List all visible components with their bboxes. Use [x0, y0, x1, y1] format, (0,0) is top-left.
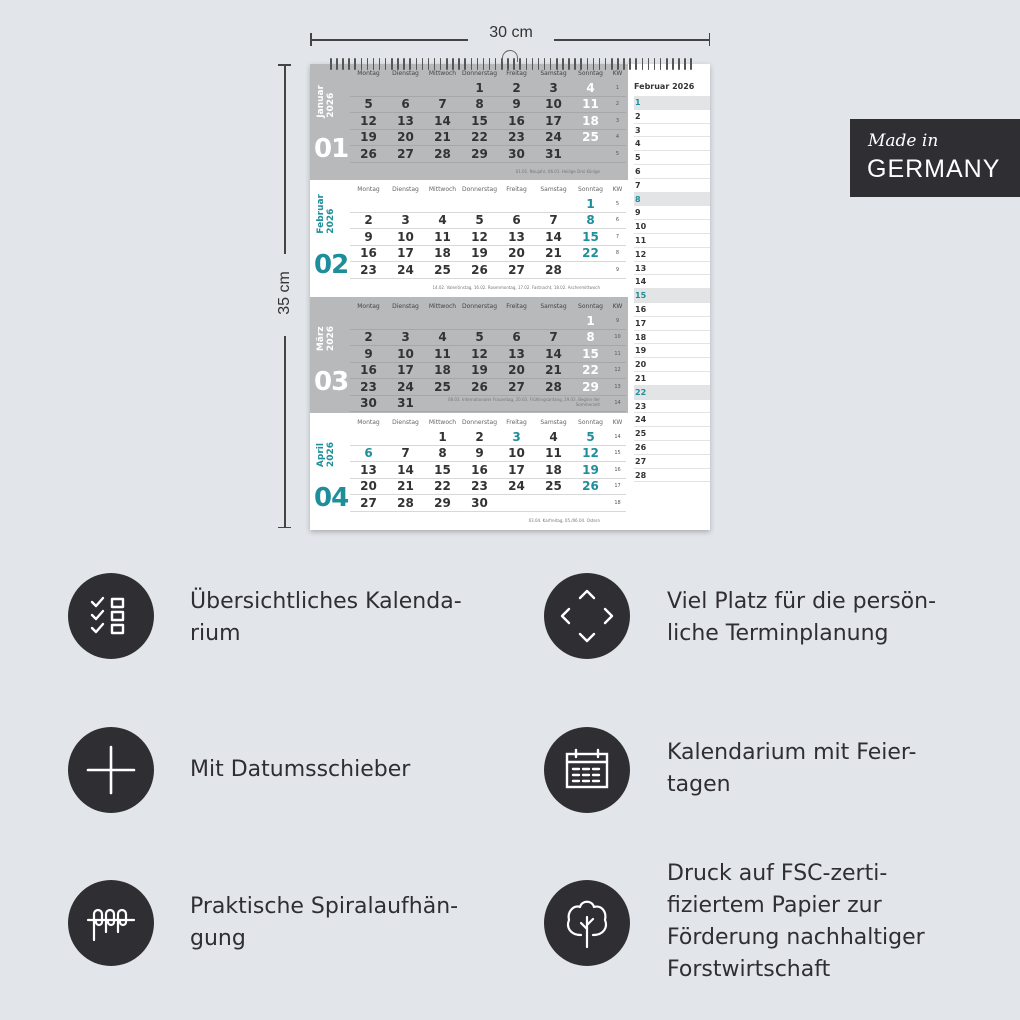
day-cell: 13 — [360, 462, 377, 477]
day-cell: 19 — [360, 130, 377, 145]
day-cell: 16 — [508, 113, 525, 128]
weekday-label: Montag — [357, 186, 380, 193]
planner-day-row: 28 — [634, 469, 710, 483]
week-row — [350, 429, 626, 446]
month-number: 04 — [314, 483, 349, 513]
day-cell: 15 — [582, 229, 599, 244]
weekday-label: Freitag — [506, 70, 527, 77]
calendar-week-number: 14 — [614, 433, 621, 440]
week-row — [350, 330, 626, 347]
day-cell: 14 — [545, 346, 562, 361]
day-cell: 8 — [586, 330, 595, 345]
week-rows — [350, 196, 626, 279]
day-cell: 15 — [582, 346, 599, 361]
holiday-footnote: 08.03. Internationaler Frauentag, 20.03. Frühlingsanfang, 29.03. Beginn der Sommerzeit — [447, 397, 600, 407]
month-name: Februar 2026 — [316, 194, 336, 234]
calendar-week-number: 7 — [615, 233, 620, 240]
day-cell: 30 — [508, 146, 525, 161]
day-cell: 25 — [434, 262, 451, 277]
day-cell: 12 — [471, 229, 488, 244]
day-cell: 3 — [549, 80, 558, 95]
weekday-header — [350, 303, 626, 310]
day-cell: 2 — [475, 429, 484, 444]
weekday-label: Freitag — [506, 186, 527, 193]
day-cell: 13 — [397, 113, 414, 128]
day-cell: 6 — [512, 213, 521, 228]
planner-day-row: 25 — [634, 427, 710, 441]
weekday-label: KW — [612, 186, 623, 193]
day-cell: 7 — [549, 330, 558, 345]
day-cell: 8 — [586, 213, 595, 228]
day-cell: 21 — [545, 363, 562, 378]
weekday-label: Donnerstag — [461, 419, 498, 426]
day-cell: 4 — [438, 330, 447, 345]
day-cell: 28 — [545, 379, 562, 394]
calendar-week-number: 6 — [615, 217, 620, 224]
day-cell: 31 — [545, 146, 562, 161]
calendar-week-number: 10 — [614, 334, 621, 341]
day-cell: 30 — [360, 396, 377, 411]
day-cell: 6 — [401, 97, 410, 112]
hanger-hook — [502, 50, 518, 62]
planner-title: Februar 2026 — [634, 82, 695, 91]
day-cell: 5 — [475, 330, 484, 345]
feature-text-holidays: Kalendarium mit Feier- tagen — [667, 740, 917, 797]
day-cell: 22 — [471, 130, 488, 145]
day-cell: 23 — [471, 479, 488, 494]
day-cell: 23 — [360, 262, 377, 277]
day-cell: 24 — [545, 130, 562, 145]
calendar-week-number: 4 — [615, 134, 620, 141]
day-cell: 16 — [471, 462, 488, 477]
month-block — [310, 64, 628, 180]
day-cell: 11 — [434, 229, 451, 244]
day-cell: 14 — [434, 113, 451, 128]
planner-day-row: 3 — [634, 124, 710, 138]
day-cell: 21 — [545, 246, 562, 261]
weekday-label: Samstag — [540, 419, 567, 426]
planner-day-row: 15 — [634, 289, 710, 303]
day-cell: 3 — [512, 429, 521, 444]
day-cell: 27 — [397, 146, 414, 161]
day-cell: 1 — [586, 313, 595, 328]
day-cell: 28 — [397, 495, 414, 510]
day-cell: 21 — [397, 479, 414, 494]
day-cell: 22 — [582, 246, 599, 261]
day-cell: 12 — [471, 346, 488, 361]
feature-text-spiral: Praktische Spiralaufhän- gung — [190, 894, 459, 951]
week-row — [350, 479, 626, 496]
weekday-label: Sonntag — [578, 186, 603, 193]
month-block — [310, 297, 628, 413]
planner-day-row: 24 — [634, 413, 710, 427]
weekday-label: Dienstag — [392, 303, 419, 310]
day-cell: 1 — [586, 196, 595, 211]
week-row — [350, 80, 626, 97]
weekday-label: KW — [612, 419, 623, 426]
calendar-week-number: 12 — [614, 367, 621, 374]
day-cell: 2 — [364, 330, 373, 345]
week-row — [350, 262, 626, 279]
badge-line-1: Made in — [868, 131, 939, 151]
plus-icon — [68, 727, 154, 813]
date-planner-column — [628, 64, 710, 530]
week-row — [350, 146, 626, 163]
planner-day-row: 5 — [634, 151, 710, 165]
week-row — [350, 196, 626, 213]
wall-calendar — [310, 64, 710, 530]
calendar-week-number: 8 — [615, 250, 620, 257]
week-row — [350, 379, 626, 396]
day-cell: 26 — [471, 262, 488, 277]
day-cell: 6 — [364, 446, 373, 461]
day-cell: 10 — [508, 446, 525, 461]
day-cell: 20 — [397, 130, 414, 145]
weekday-header — [350, 419, 626, 426]
weekday-label: KW — [612, 70, 623, 77]
planner-day-row: 20 — [634, 358, 710, 372]
day-cell: 17 — [397, 363, 414, 378]
day-cell: 10 — [397, 346, 414, 361]
day-cell: 11 — [582, 97, 599, 112]
weekday-header — [350, 70, 626, 77]
feature-text-overview: Übersichtliches Kalenda- rium — [190, 589, 462, 646]
month-number: 01 — [314, 134, 349, 164]
day-cell: 26 — [582, 479, 599, 494]
day-cell: 5 — [475, 213, 484, 228]
day-cell: 20 — [508, 363, 525, 378]
day-cell: 4 — [549, 429, 558, 444]
holiday-footnote: 01.01. Neujahr, 06.01. Heilige Drei Könige — [515, 169, 600, 174]
month-name: Januar 2026 — [316, 85, 336, 118]
planner-day-row: 13 — [634, 262, 710, 276]
day-cell: 13 — [508, 229, 525, 244]
made-in-germany-badge — [850, 119, 1020, 197]
day-cell: 4 — [438, 213, 447, 228]
checklist-icon — [68, 573, 154, 659]
calendar-week-number: 9 — [615, 317, 620, 324]
week-row — [350, 346, 626, 363]
day-cell: 26 — [360, 146, 377, 161]
day-cell: 11 — [545, 446, 562, 461]
planner-day-row: 23 — [634, 400, 710, 414]
weekday-label: Donnerstag — [461, 186, 498, 193]
day-cell: 27 — [508, 379, 525, 394]
day-cell: 18 — [434, 363, 451, 378]
planner-day-row: 18 — [634, 331, 710, 345]
weekday-label: Freitag — [506, 303, 527, 310]
planner-rows — [634, 96, 710, 482]
week-row — [350, 462, 626, 479]
calendar-week-number: 14 — [614, 400, 621, 407]
day-cell: 24 — [397, 262, 414, 277]
feature-text-fsc: Druck auf FSC-zerti- fiziertem Papier zur Förderung nachhaltiger Forstwirtschaft — [667, 861, 925, 982]
weekday-label: KW — [612, 303, 623, 310]
weekday-label: Montag — [357, 303, 380, 310]
feature-text-date-slider: Mit Datumsschieber — [190, 757, 411, 782]
day-cell: 25 — [434, 379, 451, 394]
day-cell: 15 — [471, 113, 488, 128]
day-cell: 7 — [549, 213, 558, 228]
calendar-week-number: 2 — [615, 101, 620, 108]
weekday-label: Mittwoch — [428, 186, 457, 193]
day-cell: 18 — [434, 246, 451, 261]
calendar-week-number: 3 — [615, 117, 620, 124]
day-cell: 16 — [360, 246, 377, 261]
day-cell: 5 — [364, 97, 373, 112]
weekday-label: Mittwoch — [428, 303, 457, 310]
day-cell: 18 — [582, 113, 599, 128]
planner-day-row: 2 — [634, 110, 710, 124]
day-cell: 6 — [512, 330, 521, 345]
day-cell: 3 — [401, 213, 410, 228]
week-row — [350, 246, 626, 263]
day-cell: 31 — [397, 396, 414, 411]
planner-day-row: 11 — [634, 234, 710, 248]
day-cell: 28 — [434, 146, 451, 161]
week-row — [350, 113, 626, 130]
calendar-icon — [544, 727, 630, 813]
day-cell: 11 — [434, 346, 451, 361]
day-cell: 29 — [471, 146, 488, 161]
day-cell: 8 — [475, 97, 484, 112]
day-cell: 9 — [512, 97, 521, 112]
day-cell: 14 — [545, 229, 562, 244]
planner-day-row: 14 — [634, 275, 710, 289]
expand-arrows-icon — [544, 573, 630, 659]
day-cell: 27 — [360, 495, 377, 510]
day-cell: 20 — [360, 479, 377, 494]
day-cell: 7 — [438, 97, 447, 112]
week-row — [350, 446, 626, 463]
weekday-label: Mittwoch — [428, 70, 457, 77]
width-dimension — [310, 24, 710, 44]
calendar-week-number: 16 — [614, 466, 621, 473]
day-cell: 25 — [545, 479, 562, 494]
day-cell: 22 — [582, 363, 599, 378]
day-cell: 19 — [471, 246, 488, 261]
week-row — [350, 130, 626, 147]
calendar-week-number: 5 — [615, 150, 620, 157]
weekday-label: Freitag — [506, 419, 527, 426]
planner-day-row: 21 — [634, 372, 710, 386]
planner-day-row: 8 — [634, 193, 710, 207]
planner-day-row: 27 — [634, 455, 710, 469]
feature-text-space: Viel Platz für die persön- liche Terminplanung — [667, 589, 937, 646]
calendar-week-number: 15 — [614, 450, 621, 457]
day-cell: 10 — [397, 229, 414, 244]
day-cell: 9 — [364, 229, 373, 244]
day-cell: 12 — [582, 446, 599, 461]
month-name: März 2026 — [316, 325, 336, 351]
planner-day-row: 26 — [634, 441, 710, 455]
weekday-label: Dienstag — [392, 70, 419, 77]
weekday-label: Sonntag — [578, 419, 603, 426]
planner-day-row: 22 — [634, 386, 710, 400]
day-cell: 4 — [586, 80, 595, 95]
day-cell: 3 — [401, 330, 410, 345]
weekday-label: Donnerstag — [461, 70, 498, 77]
weekday-label: Dienstag — [392, 186, 419, 193]
day-cell: 15 — [434, 462, 451, 477]
weekday-label: Sonntag — [578, 303, 603, 310]
day-cell: 25 — [582, 130, 599, 145]
day-cell: 9 — [364, 346, 373, 361]
planner-day-row: 7 — [634, 179, 710, 193]
weekday-label: Samstag — [540, 303, 567, 310]
height-label: 35 cm — [276, 271, 293, 315]
day-cell: 29 — [582, 379, 599, 394]
day-cell: 18 — [545, 462, 562, 477]
calendar-week-number: 11 — [614, 350, 621, 357]
day-cell: 1 — [438, 429, 447, 444]
calendar-week-number: 18 — [614, 499, 621, 506]
day-cell: 26 — [471, 379, 488, 394]
weekday-header — [350, 186, 626, 193]
day-cell: 2 — [364, 213, 373, 228]
planner-day-row: 9 — [634, 206, 710, 220]
weekday-label: Montag — [357, 419, 380, 426]
planner-day-row: 1 — [634, 96, 710, 110]
weekday-label: Donnerstag — [461, 303, 498, 310]
holiday-footnote: 03.04. Karfreitag, 05./06.04. Ostern — [528, 518, 600, 523]
day-cell: 7 — [401, 446, 410, 461]
planner-day-row: 6 — [634, 165, 710, 179]
day-cell: 30 — [471, 495, 488, 510]
day-cell: 12 — [360, 113, 377, 128]
day-cell: 24 — [508, 479, 525, 494]
weekday-label: Montag — [357, 70, 380, 77]
planner-day-row: 16 — [634, 303, 710, 317]
badge-line-2: GERMANY — [867, 155, 1001, 183]
day-cell: 17 — [545, 113, 562, 128]
day-cell: 16 — [360, 363, 377, 378]
tree-icon — [544, 880, 630, 966]
day-cell: 8 — [438, 446, 447, 461]
week-rows — [350, 429, 626, 512]
month-name: April 2026 — [316, 441, 336, 467]
week-rows — [350, 80, 626, 163]
day-cell: 23 — [508, 130, 525, 145]
planner-day-row: 10 — [634, 220, 710, 234]
weekday-label: Sonntag — [578, 70, 603, 77]
calendar-week-number: 5 — [615, 200, 620, 207]
week-row — [350, 213, 626, 230]
month-number: 03 — [314, 367, 349, 397]
day-cell: 19 — [471, 363, 488, 378]
planner-day-row: 4 — [634, 137, 710, 151]
week-row — [350, 229, 626, 246]
day-cell: 20 — [508, 246, 525, 261]
day-cell: 28 — [545, 262, 562, 277]
four-month-calendar — [310, 64, 628, 530]
day-cell: 2 — [512, 80, 521, 95]
day-cell: 14 — [397, 462, 414, 477]
day-cell: 29 — [434, 495, 451, 510]
weekday-label: Dienstag — [392, 419, 419, 426]
weekday-label: Mittwoch — [428, 419, 457, 426]
day-cell: 1 — [475, 80, 484, 95]
day-cell: 23 — [360, 379, 377, 394]
width-label: 30 cm — [489, 24, 533, 41]
holiday-footnote: 14.02. Valentinstag, 16.02. Rosenmontag, 17.02. Fastnacht, 18.02. Aschermittwoch — [432, 285, 600, 290]
week-row — [350, 97, 626, 114]
calendar-week-number: 17 — [614, 483, 621, 490]
day-cell: 22 — [434, 479, 451, 494]
planner-day-row: 19 — [634, 344, 710, 358]
height-dimension — [276, 64, 293, 528]
month-block — [310, 413, 628, 529]
day-cell: 13 — [508, 346, 525, 361]
day-cell: 17 — [397, 246, 414, 261]
month-number: 02 — [314, 250, 349, 280]
calendar-week-number: 9 — [615, 266, 620, 273]
day-cell: 17 — [508, 462, 525, 477]
week-row — [350, 363, 626, 380]
spiral-icon — [68, 880, 154, 966]
weekday-label: Samstag — [540, 70, 567, 77]
calendar-week-number: 1 — [615, 84, 620, 91]
day-cell: 21 — [434, 130, 451, 145]
week-row — [350, 495, 626, 512]
weekday-label: Samstag — [540, 186, 567, 193]
planner-day-row: 17 — [634, 317, 710, 331]
month-block — [310, 180, 628, 296]
day-cell: 19 — [582, 462, 599, 477]
day-cell: 10 — [545, 97, 562, 112]
day-cell: 24 — [397, 379, 414, 394]
planner-day-row: 12 — [634, 248, 710, 262]
day-cell: 9 — [475, 446, 484, 461]
day-cell: 5 — [586, 429, 595, 444]
day-cell: 27 — [508, 262, 525, 277]
calendar-week-number: 13 — [614, 383, 621, 390]
week-row — [350, 313, 626, 330]
